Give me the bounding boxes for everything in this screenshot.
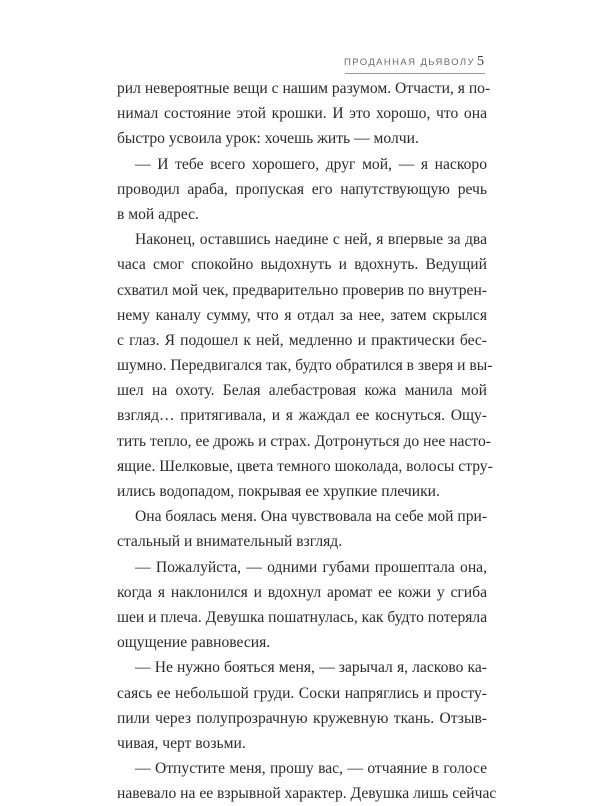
text-line: — Не нужно бояться меня, — зарычал я, ласково ка- <box>135 659 487 677</box>
text-line: шумно. Передвигался так, будто обратился в зверя и вы- <box>117 357 493 375</box>
text-line: — Отпустите меня, прошу вас, — отчаяние в голосе <box>135 760 487 778</box>
text-line: схватил мой чек, предварительно проверив по внутрен- <box>117 281 487 299</box>
text-line: пили через полупрозрачную кружевную ткань. Отзыв- <box>117 709 487 727</box>
running-title: ПРОДАННАЯ ДЬЯВОЛУ <box>344 57 475 68</box>
text-line: ящие. Шелковые, цвета темного шоколада, волосы стру- <box>117 457 493 475</box>
text-line: нимал состояние этой крошки. И это хорошо, что она <box>117 105 487 123</box>
text-line: шел на охоту. Белая алебастровая кожа манила мой <box>117 382 487 400</box>
running-header <box>0 52 490 76</box>
text-line: саясь ее небольшой груди. Соски напряглись и просту- <box>117 684 487 702</box>
text-line: ились водопадом, покрывая ее хрупкие плечики. <box>117 483 440 500</box>
text-line: ощущение равновесия. <box>117 634 271 652</box>
text-line: нему каналу сумму, что я отдал за нее, затем скрылся <box>117 306 487 324</box>
text-line: рил невероятные вещи с нашим разумом. Отчасти, я по- <box>117 80 491 97</box>
header-rule <box>345 73 485 74</box>
text-line: навевало на ее взрывной характер. Девушка лишь сейчас <box>117 785 497 803</box>
text-line: стальный и внимательный взгляд. <box>117 533 343 551</box>
text-line: шеи и плеча. Девушка пошатнулась, как будто потеряла <box>117 608 488 626</box>
text-line: быстро усвоила урок: хочешь жить — молчи. <box>117 130 419 148</box>
text-line: тить тепло, ее дрожь и страх. Дотронуться до нее насто- <box>117 432 491 450</box>
text-line: Наконец, оставшись наедине с ней, я впервые за два <box>135 231 487 249</box>
text-line: в мой адрес. <box>117 205 199 223</box>
text-line: с глаз. Я подошел к ней, медленно и практически бес- <box>117 331 487 349</box>
text-line: проводил араба, пропуская его напутствующую речь <box>117 180 487 198</box>
text-line: взгляд… притягивала, и я жаждал ее коснуться. Ощу- <box>117 407 487 425</box>
text-line: Она боялась меня. Она чувствовала на себе мой при- <box>135 508 488 526</box>
text-line: когда я наклонился и вдохнул аромат ее кожи у сгиба <box>117 583 487 601</box>
text-line: часа смог спокойно выдохнуть и вдохнуть. Ведущий <box>117 256 487 274</box>
text-line: чивая, черт возьми. <box>117 734 246 752</box>
page-number: 5 <box>477 54 484 69</box>
body-text <box>117 76 497 806</box>
text-line: — И тебе всего хорошего, друг мой, — я наскоро <box>135 155 487 173</box>
text-line: — Пожалуйста, — одними губами прошептала она, <box>135 558 487 576</box>
